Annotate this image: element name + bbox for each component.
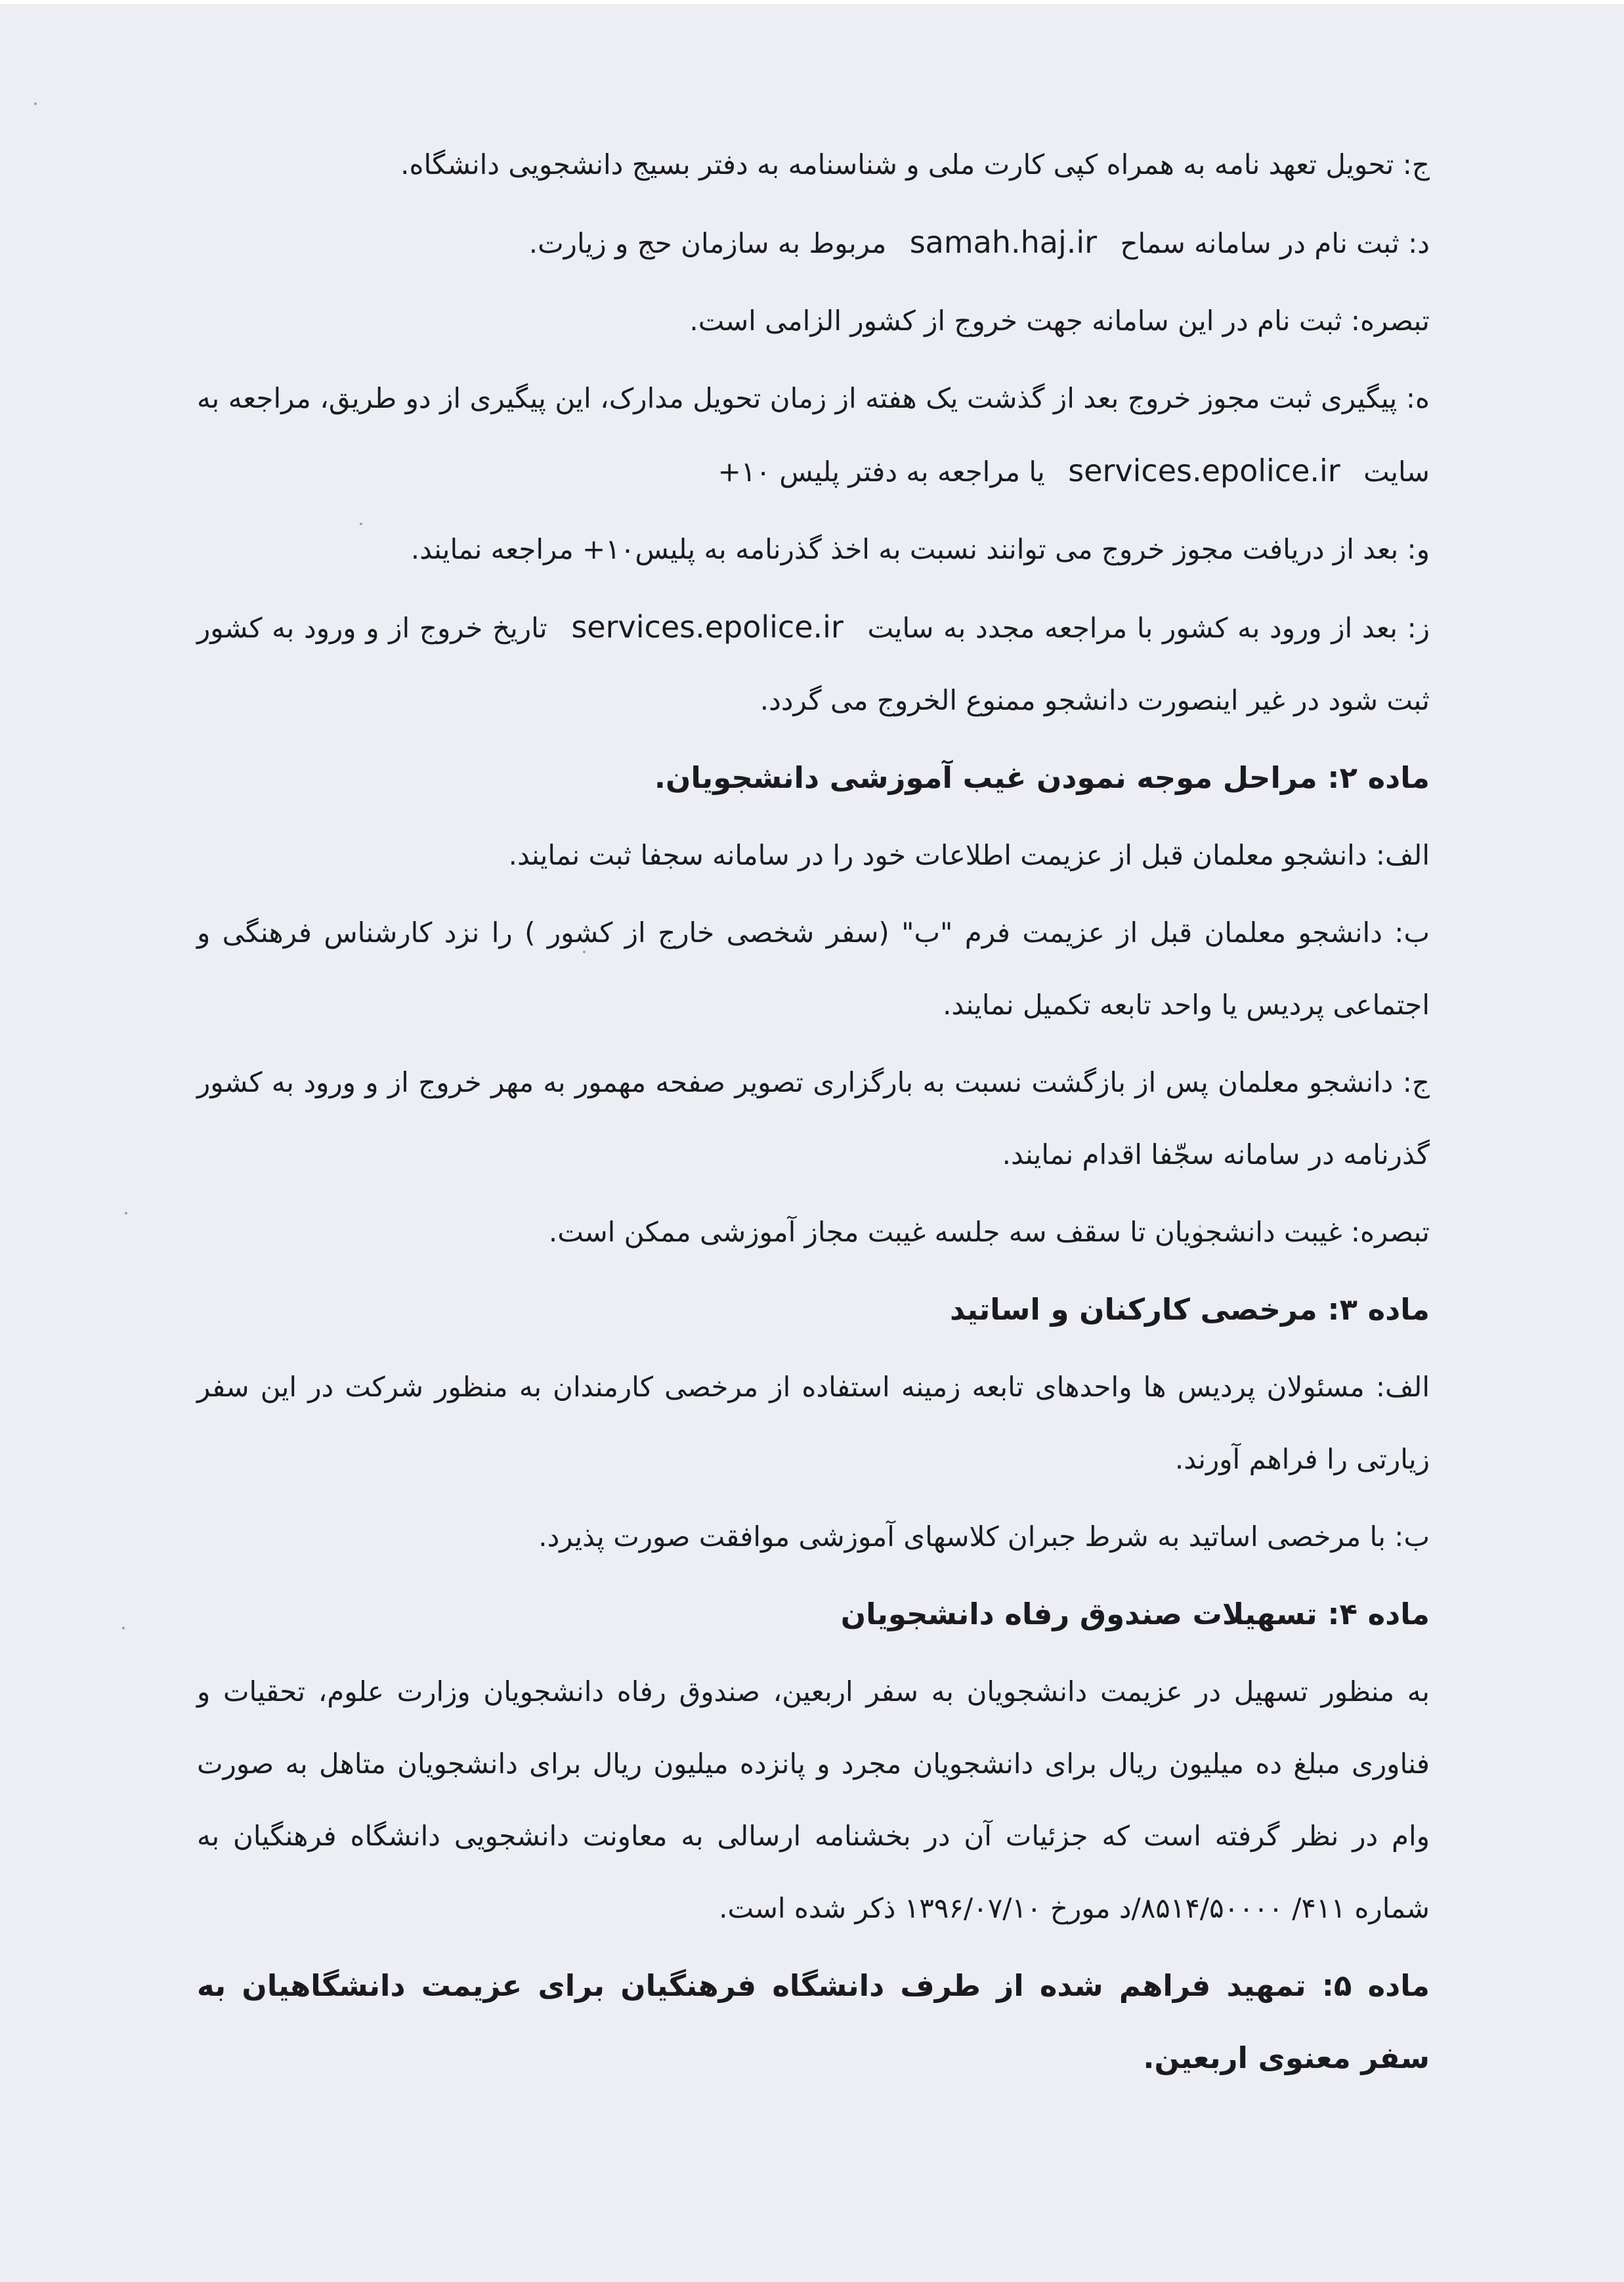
website-address: services.epolice.ir: [571, 609, 844, 645]
paragraph: ج: تحویل تعهد نامه به همراه کپی کارت ملی و شناسنامه به دفتر بسیج دانشجویی دانشگاه.: [400, 148, 1430, 181]
document-body: [197, 129, 1430, 2099]
paragraph: الف: مسئولان پردیس ها واحدهای تابعه زمینه استفاده از مرخصی کارمندان به منظور شرکت در این سفر زیارتی را فراهم آورند.: [197, 1371, 1430, 1475]
paragraph: ج: دانشجو معلمان پس از بازگشت نسبت به بارگزاری تصویر صفحه مهمور به مهر خروج از و ورود به کشور گذرنامه در سامانه سجّفا اقدام نمایند.: [197, 1066, 1430, 1171]
paragraph-text: ه: پیگیری ثبت مجوز خروج بعد از گذشت یک هفته از زمان تحویل مدارک، این پیگیری از دو طریق، مراجعه به سایت: [197, 382, 1430, 488]
paragraph: [197, 591, 1430, 737]
section-heading: ماده ۳: مرخصی کارکنان و اساتید: [950, 1292, 1430, 1327]
scan-speck: [125, 1212, 127, 1215]
paragraph: الف: دانشجو معلمان قبل از عزیمت اطلاعات خود را در سامانه سجفا ثبت نمایند.: [508, 839, 1430, 871]
paragraph: [197, 206, 1430, 280]
section-heading: ماده ۵: تمهید فراهم شده از طرف دانشگاه فرهنگیان برای عزیمت دانشگاهیان به سفر معنوی اربعین.: [197, 1968, 1430, 2075]
paragraph: تبصره: ثبت نام در این سامانه جهت خروج از کشور الزامی است.: [689, 305, 1430, 337]
paragraph: به منظور تسهیل در عزیمت دانشجویان به سفر اربعین، صندوق رفاه دانشجویان وزارت علوم، تحقیات و فناوری مبلغ ده میلیون ریال برای دانشجویان مجرد و پانزده میلیون ریال برای دانشجویان متاهل به صورت وام در نظر گرفته است که جزئیات آن در بخشنامه ارسالی به معاونت دانشجویی دانشگاه فرهنگیان به شماره ۴۱۱/ ۸۵۱۴/۵۰۰۰۰/د مورخ ۱۳۹۶/۰۷/۱۰ ذکر شده است.: [197, 1675, 1430, 1924]
website-address: services.epolice.ir: [1068, 453, 1340, 488]
paragraph-text: یا مراجعه به دفتر پلیس ۱۰+: [717, 456, 1045, 488]
paragraph: و: بعد از دریافت مجوز خروج می توانند نسبت به اخذ گذرنامه به پلیس۱۰+ مراجعه نمایند.: [410, 533, 1430, 565]
paragraph-text: د: ثبت نام در سامانه سماح: [1120, 227, 1430, 259]
website-address: samah.haj.ir: [909, 225, 1098, 260]
section-heading: ماده ۲: مراحل موجه نمودن غیب آموزشی دانشجویان.: [654, 760, 1430, 795]
section-heading: ماده ۴: تسهیلات صندوق رفاه دانشجویان: [840, 1597, 1430, 1631]
paragraph-text: تاریخ خروج از و ورود به کشور ثبت شود در غیر اینصورت دانشجو ممنوع الخروج می گردد.: [197, 612, 1430, 716]
scan-speck: [34, 102, 37, 105]
paragraph: ب: دانشجو معلمان قبل از عزیمت فرم "ب" (سفر شخصی خارج از کشور ) را نزد کارشناس فرهنگی و اجتماعی پردیس یا واحد تابعه تکمیل نمایند.: [197, 916, 1430, 1021]
paragraph: ب: با مرخصی اساتید به شرط جبران کلاسهای آموزشی موافقت صورت پذیرد.: [538, 1520, 1430, 1553]
paragraph-text: ز: بعد از ورود به کشور با مراجعه مجدد به سایت: [867, 612, 1430, 644]
paragraph: تبصره: غیبت دانشجویان تا سقف سه جلسه غیبت مجاز آموزشی ممکن است.: [548, 1216, 1430, 1248]
scan-speck: [122, 1627, 125, 1629]
paragraph: [197, 362, 1430, 508]
paragraph-text: مربوط به سازمان حج و زیارت.: [528, 227, 887, 259]
